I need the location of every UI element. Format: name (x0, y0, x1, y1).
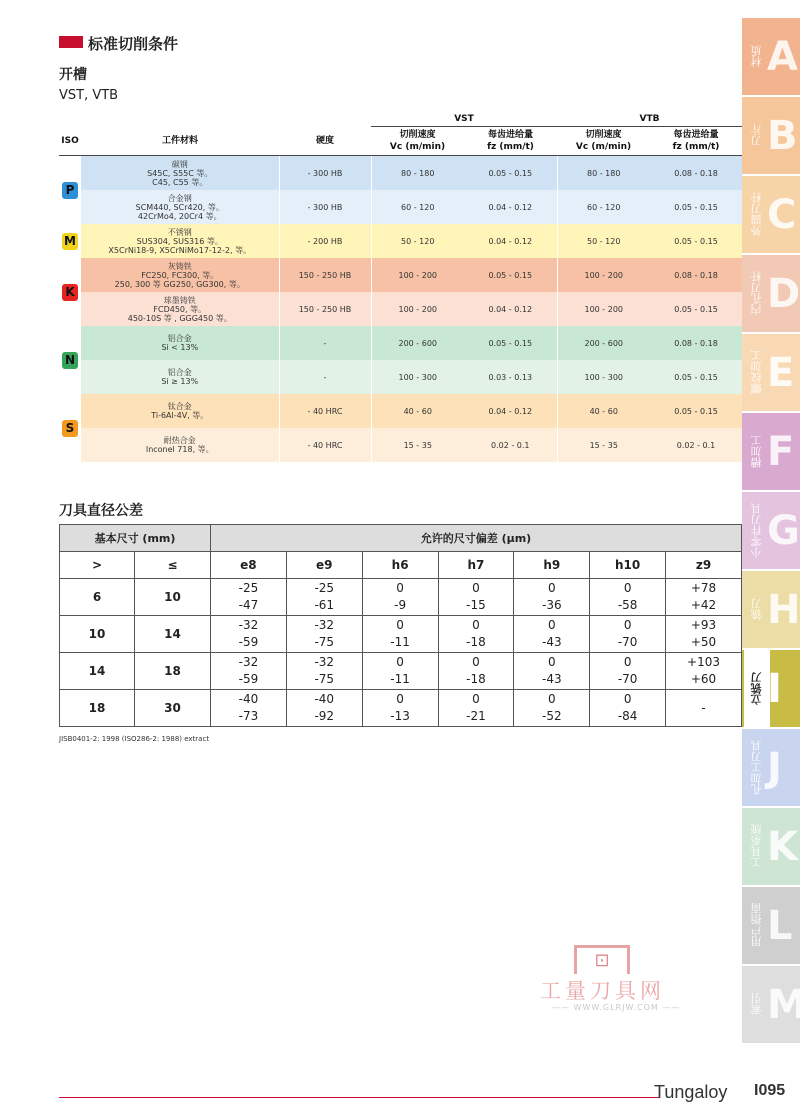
col-vtb-speed: 切削速度 Vc (m/min) (557, 127, 650, 156)
side-tab-label: 孔加工刀具 (750, 740, 763, 795)
side-tab-l[interactable] (742, 887, 800, 964)
col-less-equal: ≤ (135, 552, 211, 579)
deviation-cell: 0 -43 (514, 653, 590, 690)
material-cell: 钛合金 Ti-6Al-4V, 等。 (81, 394, 279, 428)
vtb-speed-cell: 80 - 180 (557, 156, 650, 191)
deviation-cell: 0 -11 (362, 653, 438, 690)
side-tab-label: 立铣刀 (744, 650, 770, 727)
material-cell: 灰铸铁 FC250, FC300, 等。 250, 300 等 GG250, GG300, 等。 (81, 258, 279, 292)
page-number: I095 (754, 1082, 786, 1099)
vtb-speed-cell: 15 - 35 (557, 428, 650, 462)
side-tab-label: 外圆刀杆 (750, 192, 763, 237)
vtb-feed-cell: 0.05 - 0.15 (650, 190, 742, 224)
size-to: 10 (135, 579, 211, 616)
vtb-feed-cell: 0.05 - 0.15 (650, 292, 742, 326)
deviation-cell: 0 -9 (362, 579, 438, 616)
hardness-cell: 150 - 250 HB (279, 258, 371, 292)
hardness-cell: 150 - 250 HB (279, 292, 371, 326)
side-tab-label: 螺纹加工 (750, 350, 763, 395)
material-cell: 不锈钢 SUS304, SUS316 等。 X5CrNi18-9, X5CrNiMo17-12-2, 等。 (81, 224, 279, 258)
cutting-row (59, 292, 742, 326)
col-allowed-deviation: 允许的尺寸偏差 (μm) (211, 525, 742, 552)
vst-speed-cell: 100 - 300 (371, 360, 464, 394)
footer-rule (59, 1097, 659, 1098)
tolerance-row (60, 579, 742, 616)
vst-feed-cell: 0.04 - 0.12 (464, 190, 557, 224)
vst-feed-cell: 0.02 - 0.1 (464, 428, 557, 462)
material-cell: 铝合金 Si ≥ 13% (81, 360, 279, 394)
material-cell: 合金钢 SCM440, SCr420, 等。 42CrMo4, 20Cr4 等。 (81, 190, 279, 224)
deviation-cell: 0 -15 (438, 579, 514, 616)
side-tab-c[interactable] (742, 176, 800, 253)
deviation-cell: -40 -92 (286, 690, 362, 727)
deviation-cell: -32 -75 (286, 616, 362, 653)
side-tab-label: 刀片 (750, 124, 763, 147)
vtb-feed-cell: 0.05 - 0.15 (650, 360, 742, 394)
deviation-cell: +78 +42 (666, 579, 742, 616)
deviation-cell: 0 -70 (590, 616, 666, 653)
vst-feed-cell: 0.04 - 0.12 (464, 224, 557, 258)
side-tab-letter: D (767, 271, 801, 317)
hardness-cell: - 300 HB (279, 156, 371, 191)
col-class-e8: e8 (211, 552, 287, 579)
cutting-row (59, 224, 742, 258)
deviation-cell: 0 -52 (514, 690, 590, 727)
side-tab-letter: K (767, 824, 798, 870)
vtb-speed-cell: 40 - 60 (557, 394, 650, 428)
vst-feed-cell: 0.05 - 0.15 (464, 326, 557, 360)
vtb-feed-cell: 0.08 - 0.18 (650, 258, 742, 292)
vtb-feed-cell: 0.08 - 0.18 (650, 156, 742, 191)
col-class-e9: e9 (286, 552, 362, 579)
col-material: 工件材料 (81, 127, 279, 156)
col-class-h9: h9 (514, 552, 590, 579)
size-from: 18 (60, 690, 135, 727)
vtb-speed-cell: 100 - 200 (557, 258, 650, 292)
col-vst-feed: 每齿进给量 fz (mm/t) (464, 127, 557, 156)
watermark-url: —— WWW.GLRJW.COM —— (552, 1003, 681, 1012)
product-series: VST, VTB (59, 88, 119, 103)
side-tab-e[interactable] (742, 334, 800, 411)
col-class-h10: h10 (590, 552, 666, 579)
side-tab-letter: I (767, 666, 782, 712)
size-from: 14 (60, 653, 135, 690)
standard-note: JISB0401-2: 1998 (ISO286-2: 1988) extract (59, 735, 210, 743)
iso-badge-p: P (62, 182, 78, 199)
side-tab-j[interactable] (742, 729, 800, 806)
col-hardness: 硬度 (279, 127, 371, 156)
col-vst-speed: 切削速度 Vc (m/min) (371, 127, 464, 156)
deviation-cell: 0 -84 (590, 690, 666, 727)
side-tab-letter: B (767, 113, 798, 159)
vtb-speed-cell: 200 - 600 (557, 326, 650, 360)
vtb-feed-cell: 0.05 - 0.15 (650, 394, 742, 428)
side-tab-a[interactable] (742, 18, 800, 95)
size-to: 18 (135, 653, 211, 690)
vtb-speed-cell: 60 - 120 (557, 190, 650, 224)
col-basic-size: 基本尺寸 (mm) (60, 525, 211, 552)
size-to: 30 (135, 690, 211, 727)
deviation-cell: -32 -75 (286, 653, 362, 690)
hardness-cell: - (279, 360, 371, 394)
hardness-cell: - (279, 326, 371, 360)
deviation-cell: +93 +50 (666, 616, 742, 653)
side-tab-label: 槽加工 (750, 435, 763, 468)
cutting-row (59, 258, 742, 292)
side-tab-letter: E (767, 350, 795, 396)
side-tab-d[interactable] (742, 255, 800, 332)
size-from: 6 (60, 579, 135, 616)
material-cell: 耐热合金 Inconel 718, 等。 (81, 428, 279, 462)
deviation-cell: -40 -73 (211, 690, 287, 727)
deviation-cell: -25 -61 (286, 579, 362, 616)
side-tab-g[interactable] (742, 492, 800, 569)
hardness-cell: - 40 HRC (279, 428, 371, 462)
vst-speed-cell: 80 - 180 (371, 156, 464, 191)
deviation-cell: 0 -70 (590, 653, 666, 690)
iso-badge-n: N (62, 352, 78, 369)
vst-feed-cell: 0.04 - 0.12 (464, 394, 557, 428)
vst-feed-cell: 0.04 - 0.12 (464, 292, 557, 326)
vst-speed-cell: 50 - 120 (371, 224, 464, 258)
tolerance-row (60, 616, 742, 653)
deviation-cell: 0 -43 (514, 616, 590, 653)
hardness-cell: - 40 HRC (279, 394, 371, 428)
side-tab-label: 小零件刀具 (750, 503, 763, 558)
vtb-feed-cell: 0.08 - 0.18 (650, 326, 742, 360)
cutting-row (59, 156, 742, 191)
iso-badge-s: S (62, 420, 78, 437)
deviation-cell: 0 -18 (438, 653, 514, 690)
side-tab-m[interactable] (742, 966, 807, 1043)
side-tab-letter: G (767, 508, 800, 554)
side-tab-letter: A (767, 34, 798, 80)
deviation-cell: -25 -47 (211, 579, 287, 616)
col-class-h7: h7 (438, 552, 514, 579)
size-to: 14 (135, 616, 211, 653)
deviation-cell: 0 -58 (590, 579, 666, 616)
deviation-cell: 0 -21 (438, 690, 514, 727)
side-tab-label: 铣刀 (750, 598, 763, 621)
col-greater-than: > (60, 552, 135, 579)
side-tab-letter: L (767, 903, 793, 949)
col-class-z9: z9 (666, 552, 742, 579)
side-tab-h[interactable] (742, 571, 800, 648)
vst-feed-cell: 0.05 - 0.15 (464, 156, 557, 191)
iso-badge-m: M (62, 233, 78, 250)
vst-speed-cell: 200 - 600 (371, 326, 464, 360)
col-class-h6: h6 (362, 552, 438, 579)
vtb-speed-cell: 100 - 200 (557, 292, 650, 326)
deviation-cell: 0 -18 (438, 616, 514, 653)
side-tab-label: 内孔刀杆 (750, 271, 763, 316)
size-from: 10 (60, 616, 135, 653)
vtb-speed-cell: 100 - 300 (557, 360, 650, 394)
side-tab-label: 索引 (750, 993, 763, 1016)
group-vtb: VTB (557, 112, 742, 127)
col-iso: ISO (59, 127, 81, 156)
deviation-cell: - (666, 690, 742, 727)
side-tab-f[interactable] (742, 413, 800, 490)
side-tab-letter: H (767, 587, 801, 633)
tolerance-table (59, 524, 742, 727)
vst-feed-cell: 0.05 - 0.15 (464, 258, 557, 292)
side-tab-k[interactable] (742, 808, 800, 885)
side-tab-label: 材质 (750, 45, 763, 68)
cutting-row (59, 394, 742, 428)
cutting-row (59, 428, 742, 462)
col-vtb-feed: 每齿进给量 fz (mm/t) (650, 127, 742, 156)
iso-badge-k: K (62, 284, 78, 301)
tolerance-row (60, 690, 742, 727)
side-tab-letter: F (767, 429, 795, 475)
deviation-cell: 0 -36 (514, 579, 590, 616)
subtitle: 开槽 (59, 67, 87, 83)
deviation-cell: -32 -59 (211, 653, 287, 690)
vst-speed-cell: 100 - 200 (371, 292, 464, 326)
tolerance-title: 刀具直径公差 (59, 503, 143, 519)
vst-feed-cell: 0.03 - 0.13 (464, 360, 557, 394)
vst-speed-cell: 15 - 35 (371, 428, 464, 462)
side-tab-label: 用户指南 (750, 903, 763, 948)
vst-speed-cell: 60 - 120 (371, 190, 464, 224)
side-tab-letter: C (767, 192, 797, 238)
vst-speed-cell: 100 - 200 (371, 258, 464, 292)
side-tab-i[interactable] (742, 650, 800, 727)
tolerance-row (60, 653, 742, 690)
group-vst: VST (371, 112, 557, 127)
vst-speed-cell: 40 - 60 (371, 394, 464, 428)
material-cell: 碳钢 S45C, S55C 等。 C45, C55 等。 (81, 156, 279, 191)
side-tab-letter: M (767, 982, 807, 1028)
hardness-cell: - 200 HB (279, 224, 371, 258)
vtb-speed-cell: 50 - 120 (557, 224, 650, 258)
cutting-conditions-table (59, 112, 742, 462)
cutting-row (59, 360, 742, 394)
vtb-feed-cell: 0.05 - 0.15 (650, 224, 742, 258)
watermark-text: 工量刀具网 (540, 979, 665, 1003)
brand-name: Tungaloy (654, 1082, 728, 1102)
cutting-row (59, 190, 742, 224)
hardness-cell: - 300 HB (279, 190, 371, 224)
side-tab-label: 工具系统 (750, 824, 763, 869)
side-tab-letter: J (767, 745, 782, 791)
cutting-row (59, 326, 742, 360)
vtb-feed-cell: 0.02 - 0.1 (650, 428, 742, 462)
section-marker (59, 36, 83, 48)
material-cell: 铝合金 Si < 13% (81, 326, 279, 360)
section-title: 标准切削条件 (88, 35, 179, 53)
material-cell: 球墨铸铁 FCD450, 等。 450-10S 等 , GGG450 等。 (81, 292, 279, 326)
deviation-cell: 0 -13 (362, 690, 438, 727)
side-tab-b[interactable] (742, 97, 800, 174)
deviation-cell: 0 -11 (362, 616, 438, 653)
deviation-cell: +103 +60 (666, 653, 742, 690)
deviation-cell: -32 -59 (211, 616, 287, 653)
watermark-logo-icon: ⊡ (574, 945, 630, 974)
